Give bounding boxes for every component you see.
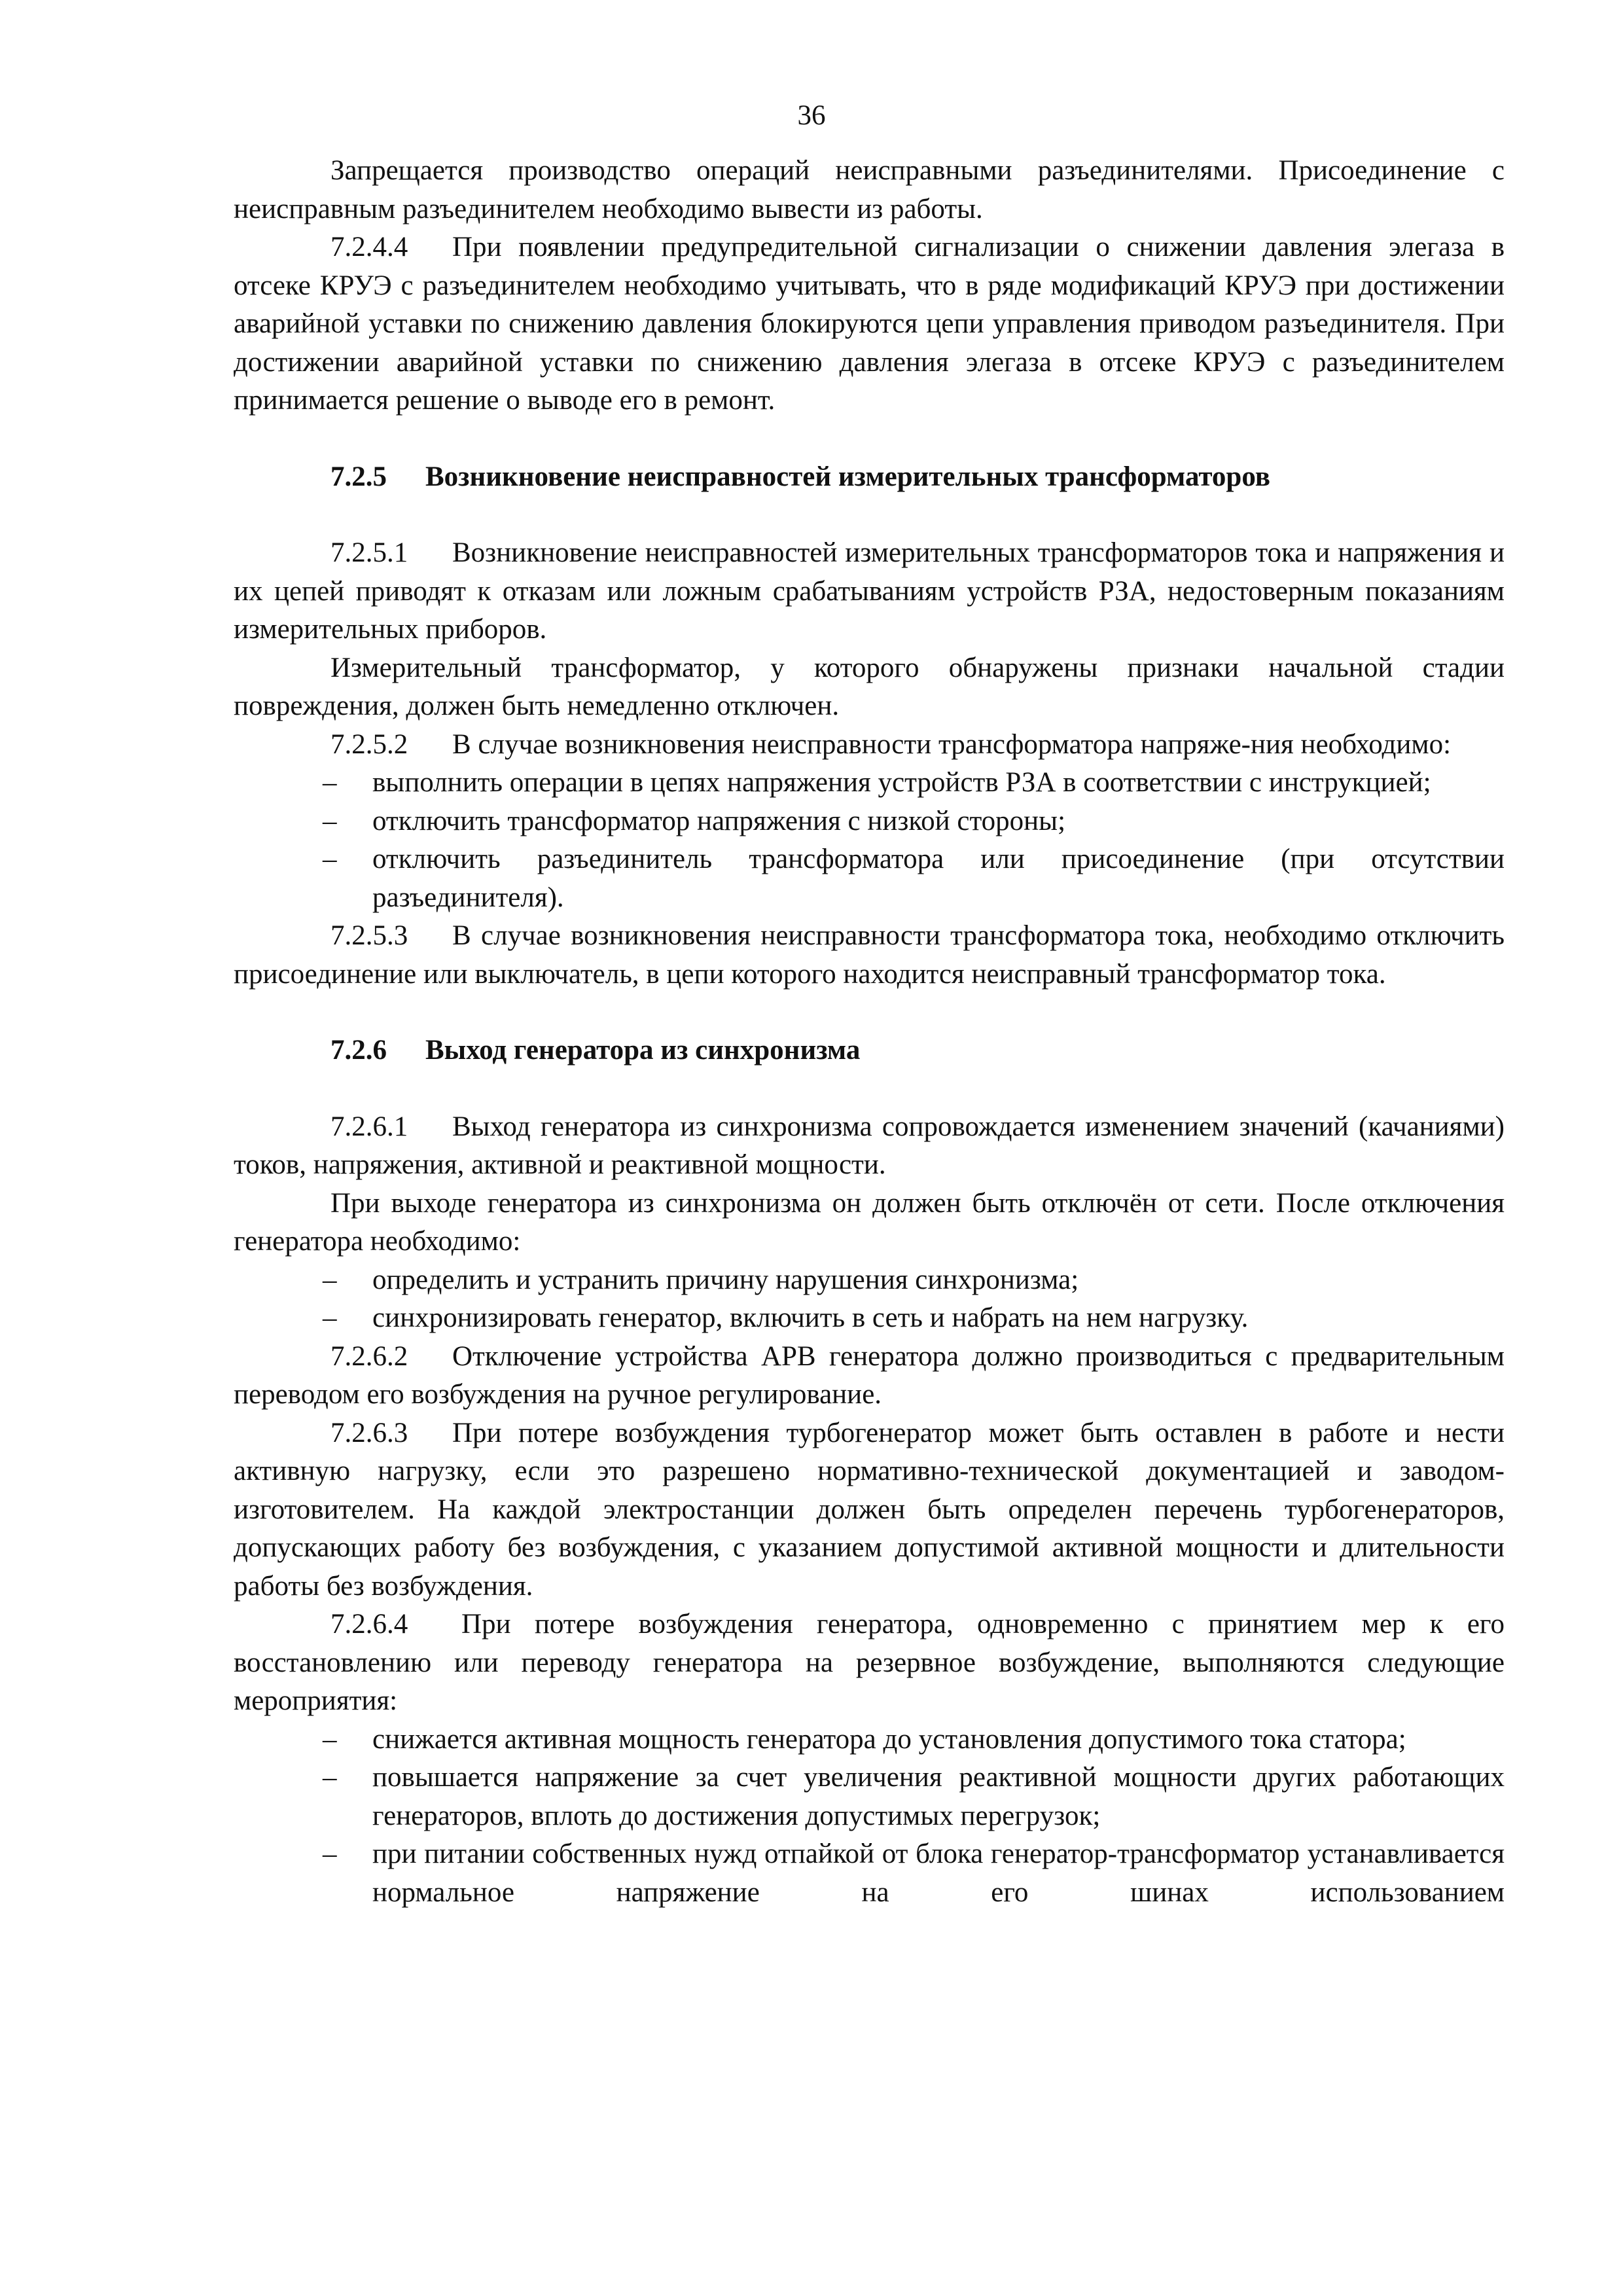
list-item: – отключить трансформатор напряжения с низкой стороны;	[323, 805, 1066, 836]
bullet-list	[234, 1721, 1505, 1912]
list-item: – определить и устранить причину нарушения синхронизма;	[323, 1264, 1079, 1295]
paragraph: Запрещается производство операций неисправными разъединителями. Присоединение с неисправным разъединителем необходимо вывести из работы.	[234, 155, 1505, 224]
list-item: – при питании собственных нужд отпайкой от блока генератор-трансформатор устанавливается нормальное напряжение на его шинах использованием	[323, 1839, 1505, 1908]
paragraph-7-2-5-1: 7.2.5.1 Возникновение неисправностей измерительных трансформаторов тока и напряжения и их цепей приводят к отказам или ложным срабатываниям устройств РЗА, недостоверным показаниям измерительных приборов.	[234, 534, 1505, 649]
paragraph-7-2-6-4: 7.2.6.4 При потере возбуждения генератора, одновременно с принятием мер к его восстановлению или переводу генератора на резервное возбуждение, выполняются следующие мероприятия:	[234, 1605, 1505, 1721]
section-heading-7-2-6: 7.2.6 Выход генератора из синхронизма	[330, 1035, 861, 1066]
clause-number: 7.2.5.1	[330, 537, 408, 568]
paragraph: При выходе генератора из синхронизма он должен быть отключён от сети. После отключения генератора необходимо:	[234, 1187, 1505, 1257]
section-heading-7-2-5: 7.2.5 Возникновение неисправностей измерительных трансформаторов	[330, 461, 1270, 492]
paragraph-7-2-5-3: 7.2.5.3 В случае возникновения неисправности трансформатора тока, необходимо отключить присоединение или выключатель, в цепи которого находится неисправный трансформатор тока.	[234, 917, 1505, 994]
clause-number: 7.2.4.4	[330, 232, 408, 262]
list-item: – повышается напряжение за счет увеличения реактивной мощности других работающих генераторов, вплоть до достижения допустимых перегрузок;	[323, 1762, 1505, 1831]
clause-number: 7.2.6.2	[330, 1340, 408, 1372]
bullet-list	[234, 1261, 1505, 1338]
list-item: – синхронизировать генератор, включить в сеть и набрать на нем нагрузку.	[323, 1302, 1249, 1333]
clause-number: 7.2.5.3	[330, 920, 408, 951]
list-item: – отключить разъединитель трансформатора или присоединение (при отсутствии разъединителя).	[323, 844, 1505, 913]
clause-number: 7.2.6.1	[330, 1111, 408, 1142]
paragraph-7-2-5-2: 7.2.5.2 В случае возникновения неисправности трансформатора напряже-ния необходимо:	[234, 726, 1505, 764]
list-item: – снижается активная мощность генератора до установления допустимого тока статора;	[323, 1723, 1406, 1755]
clause-number: 7.2.6.3	[330, 1417, 408, 1448]
bullet-list	[234, 764, 1505, 917]
paragraph-7-2-6-1: 7.2.6.1 Выход генератора из синхронизма сопровождается изменением значений (качаниями) токов, напряжения, активной и реактивной мощности.	[234, 1108, 1505, 1185]
clause-number: 7.2.5.2	[330, 728, 408, 760]
clause-number: 7.2.6.4	[330, 1609, 408, 1640]
paragraph-7-2-4-4: 7.2.4.4 При появлении предупредительной сигнализации о снижении давления элегаза в отсеке КРУЭ с разъединителем необходимо учитывать, что в ряде модификаций КРУЭ при достижении аварийной уставки по снижению давления блокируются цепи управления приводом разъединителя. При достижении аварийной уставки по снижению давления элегаза в отсеке КРУЭ с разъединителем принимается решение о выводе его в ремонт.	[234, 228, 1505, 420]
paragraph: Измерительный трансформатор, у которого обнаружены признаки начальной стадии повреждения, должен быть немедленно отключен.	[234, 652, 1505, 721]
paragraph-7-2-6-2: 7.2.6.2 Отключение устройства АРВ генератора должно производиться с предварительным переводом его возбуждения на ручное регулирование.	[234, 1338, 1505, 1414]
page-number: 36	[797, 100, 826, 131]
page-body	[234, 152, 1505, 1912]
list-item: – выполнить операции в цепях напряжения устройств РЗА в соответствии с инструкцией;	[323, 767, 1431, 798]
paragraph-7-2-6-3: 7.2.6.3 При потере возбуждения турбогенератор может быть оставлен в работе и нести активную нагрузку, если это разрешено нормативно-технической документацией и заводом-изготовителем. На каждой электростанции должен быть определен перечень турбогенераторов, допускающих работу без возбуждения, с указанием допустимой активной мощности и длительности работы без возбуждения.	[234, 1414, 1505, 1606]
